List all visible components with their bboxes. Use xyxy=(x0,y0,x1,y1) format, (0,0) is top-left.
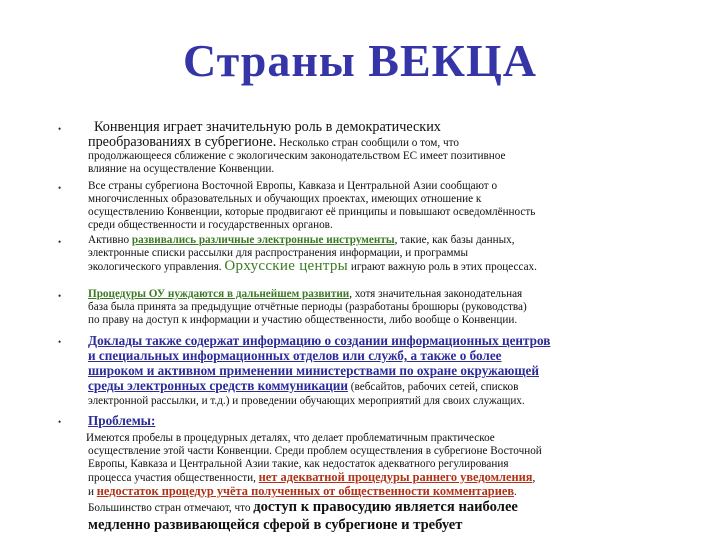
b6-line4 xyxy=(88,471,688,485)
bullet-electronic-tools xyxy=(88,234,688,274)
bullet-info-centres xyxy=(88,333,688,408)
b2-line2: многочисленных образовательных и обучающих проектах, имеющих отношение к xyxy=(88,193,482,205)
b5-line4-b: (вебсайтов, рабочих сетей, списков xyxy=(348,381,519,393)
b5-line2: и специальных информационных отделов или служб, а также о более xyxy=(88,348,502,363)
b1-line2-small: Несколько стран сообщили о том, что xyxy=(276,137,459,149)
eia-procedures-highlight: Процедуры ОУ нуждаются в дальнейшем развитии xyxy=(88,288,350,300)
b4-line3: по праву на доступ к информации и участию общественности, либо вообще о Конвенции. xyxy=(88,314,518,326)
b4-line2: база была принята за предыдущие отчётные периоды (разработаны брошюры (руководства) xyxy=(88,301,527,313)
b1-line2 xyxy=(88,135,688,150)
b6-line7: медленно развивающейся сферой в субрегионе и требует xyxy=(88,517,463,533)
early-notification-highlight: нет адекватной процедуры раннего уведомления xyxy=(258,470,533,484)
b3-line3-c: играют важную роль в этих процессах. xyxy=(348,261,537,273)
bullet-marker: • xyxy=(58,417,62,427)
b3-line3-a: экологического управления. xyxy=(88,261,225,273)
b6-line4-a: процесса участия общественности, xyxy=(88,472,259,484)
b4-line1 xyxy=(88,288,688,301)
bullet-marker: • xyxy=(58,183,62,193)
access-to-justice-highlight: доступ к правосудию является наиболее xyxy=(253,499,518,515)
bullet-problems xyxy=(88,412,688,534)
b3-line1-c: , такие, как базы данных, xyxy=(394,234,515,246)
b3-line1-a: Активно xyxy=(88,234,132,246)
b1-line1: Конвенция играет значительную роль в демократических xyxy=(94,119,441,135)
comments-procedure-highlight: недостаток процедур учёта полученных от общественности комментариев xyxy=(96,484,515,498)
b3-line3 xyxy=(88,260,688,274)
bullet-marker: • xyxy=(58,291,62,301)
b6-line1: Имеются пробелы в процедурных деталях, что делает проблематичным практическое xyxy=(86,432,495,444)
b2-line3: осуществлению Конвенции, которые продвигают её принципы и повышают осведомлённость xyxy=(88,206,536,218)
b1-line2-large: преобразованиях в субрегионе. xyxy=(88,134,277,150)
b4-line1-b: , хотя значительная законодательная xyxy=(349,288,523,300)
b6-line2: осуществление этой части Конвенции. Среди проблем осуществления в субрегионе Восточной xyxy=(88,445,542,457)
bullet-marker: • xyxy=(58,237,62,247)
slide-title: Страны ВЕКЦА xyxy=(183,35,537,86)
b6-line3: Европы, Кавказа и Центральной Азии такие, как недостаток адекватного регулирования xyxy=(88,458,509,470)
b6-line6-a: Большинство стран отмечают, что xyxy=(88,502,254,514)
bullet-eia-procedures xyxy=(88,288,688,327)
bullet-marker: • xyxy=(58,337,62,347)
b2-line1: Все страны субрегиона Восточной Европы, Кавказа и Центральной Азии сообщают о xyxy=(88,180,498,192)
bullet-education-projects xyxy=(88,180,688,232)
b5-line5: электронной рассылки, и т.д.) и проведении обучающих мероприятий для своих служащих. xyxy=(88,395,525,407)
bullet-convention-role xyxy=(88,120,688,176)
b6-line5 xyxy=(88,485,688,499)
e-communication-highlight: среды электронных средств коммуникации xyxy=(88,378,348,393)
electronic-tools-highlight: развивались различные электронные инструменты xyxy=(131,234,395,246)
b6-line4-c: , xyxy=(532,472,536,484)
b5-line3: широком и активном применении министерствами по охране окружающей xyxy=(88,363,539,378)
bullet-marker: • xyxy=(58,124,62,134)
b5-line1: Доклады также содержат информацию о создании информационных центров xyxy=(88,333,551,348)
b5-line4 xyxy=(88,378,688,395)
b6-line5-a: и xyxy=(88,486,97,498)
b2-line4: среди общественности и государственных органов. xyxy=(88,219,333,231)
b1-line4: влияние на осуществление Конвенции. xyxy=(88,163,275,175)
aarhus-centres-highlight: Орхусские центры xyxy=(224,258,349,274)
problems-heading: Проблемы: xyxy=(88,413,156,428)
b3-line2: электронные списки рассылки для распространения информации, и программы xyxy=(88,247,468,259)
b3-line1 xyxy=(88,234,688,247)
b6-line6 xyxy=(88,499,688,517)
b6-line5-c: . xyxy=(514,486,517,498)
b1-line3: продолжающееся сближение с экологическим законодательством ЕС имеет позитивное xyxy=(88,150,506,162)
